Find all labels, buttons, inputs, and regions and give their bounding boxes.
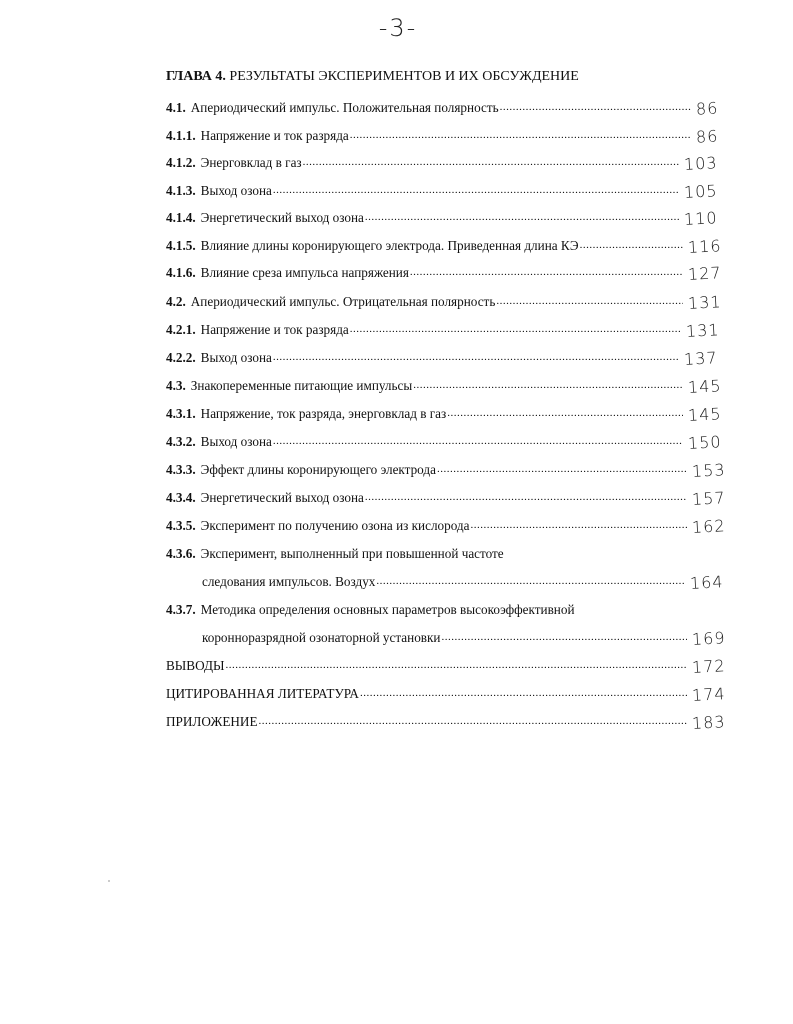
toc-text: Влияние длины коронирующего электрода. Приведенная длина КЭ: [200, 238, 579, 253]
toc-entry-4-2-1: [166, 318, 721, 341]
dot-leader: [225, 659, 687, 673]
toc-page: 172: [691, 656, 727, 677]
toc-entry-4-3-7: [166, 598, 575, 618]
toc-entry-4-2: [166, 290, 723, 313]
toc-text: Энергетический выход озона: [200, 490, 364, 505]
dot-leader: [447, 407, 683, 421]
toc-text: ПРИЛОЖЕНИЕ: [166, 714, 258, 729]
toc-page: 127: [687, 263, 723, 284]
dot-leader: [350, 323, 682, 337]
dot-leader: [580, 239, 684, 253]
toc-page: 86: [695, 98, 719, 119]
toc-number: 4.3.3.: [166, 462, 196, 477]
toc-text: Энергетический выход озона: [200, 210, 364, 225]
toc-entry-4-1-4: [166, 206, 719, 229]
toc-text: Методика определения основных параметров высокоэффективной: [200, 602, 575, 617]
toc-text: Выход озона: [200, 434, 272, 449]
toc-page: 105: [683, 181, 719, 202]
toc-number: 4.3.1.: [166, 406, 196, 421]
toc-entry-4-3-1: [166, 402, 723, 425]
toc-page: 86: [695, 126, 719, 147]
toc-entry-4-3-7-cont: [202, 626, 727, 649]
toc-text: Влияние среза импульса напряжения: [200, 265, 409, 280]
toc-page: 183: [691, 712, 727, 733]
toc-number: 4.2.: [166, 294, 186, 309]
toc-number: 4.1.1.: [166, 128, 196, 143]
toc-number: 4.2.2.: [166, 350, 196, 365]
toc-text: следования импульсов. Воздух: [202, 574, 376, 589]
toc-entry-4-1-2: [166, 151, 719, 174]
toc-entry-4-1-3: [166, 179, 719, 202]
toc-entry-references: [166, 682, 727, 705]
toc-page: 164: [689, 572, 725, 593]
dot-leader: [365, 491, 688, 505]
dot-leader: [496, 295, 683, 309]
toc-text: Апериодический импульс. Отрицательная полярность: [190, 294, 496, 309]
toc-page: 131: [687, 292, 723, 313]
toc-page: 150: [687, 432, 723, 453]
toc-page: 157: [691, 488, 727, 509]
toc-text: Эффект длины коронирующего электрода: [200, 462, 436, 477]
page-number: -3-: [378, 14, 418, 42]
toc-page: 116: [687, 236, 723, 257]
dot-leader: [303, 156, 680, 170]
toc-text: ВЫВОДЫ: [166, 658, 225, 673]
toc-number: 4.3.6.: [166, 546, 196, 561]
dot-leader: [376, 575, 685, 589]
toc-text: ЦИТИРОВАННАЯ ЛИТЕРАТУРА: [166, 686, 359, 701]
toc-number: 4.1.2.: [166, 155, 196, 170]
toc-number: 4.1.: [166, 100, 186, 115]
toc-page: 162: [691, 516, 727, 537]
toc-number: 4.1.6.: [166, 265, 196, 280]
dot-leader: [471, 519, 688, 533]
toc-text: коронноразрядной озонаторной установки: [202, 630, 441, 645]
dot-leader: [500, 101, 691, 115]
chapter-title-text: РЕЗУЛЬТАТЫ ЭКСПЕРИМЕНТОВ И ИХ ОБСУЖДЕНИЕ: [229, 69, 579, 84]
toc-number: 4.1.4.: [166, 210, 196, 225]
toc-page: 103: [683, 153, 719, 174]
toc-number: 4.3.2.: [166, 434, 196, 449]
toc-page: 131: [685, 320, 721, 341]
toc-entry-4-3-4: [166, 486, 727, 509]
toc-entry-4-1-1: [166, 124, 719, 147]
dot-leader: [413, 379, 683, 393]
toc-number: 4.3.4.: [166, 490, 196, 505]
toc-text: Энерговклад в газ: [200, 155, 302, 170]
toc-entry-4-3-3: [166, 458, 727, 481]
toc-page: 137: [683, 348, 719, 369]
toc-page: 174: [691, 684, 727, 705]
toc-text: Напряжение, ток разряда, энерговклад в газ: [200, 406, 447, 421]
toc-number: 4.2.1.: [166, 322, 196, 337]
toc-text: Эксперимент по получению озона из кислорода: [200, 518, 470, 533]
toc-number: 4.3.: [166, 378, 186, 393]
toc-entry-appendix: [166, 710, 727, 733]
toc-entry-4-1-6: [166, 261, 723, 284]
dot-leader: [273, 435, 684, 449]
scan-speck: [108, 880, 110, 882]
toc-entry-4-1-5: [166, 234, 723, 257]
toc-text: Выход озона: [200, 183, 272, 198]
dot-leader: [273, 351, 680, 365]
toc-page: 110: [683, 208, 719, 229]
toc-text: Эксперимент, выполненный при повышенной частоте: [200, 546, 504, 561]
dot-leader: [273, 184, 680, 198]
toc-number: 4.3.7.: [166, 602, 196, 617]
chapter-heading: [166, 69, 579, 85]
toc-text: Апериодический импульс. Положительная полярность: [190, 100, 499, 115]
dot-leader: [360, 687, 688, 701]
toc-entry-4-3-5: [166, 514, 727, 537]
toc-entry-4-2-2: [166, 346, 719, 369]
toc-page: 145: [687, 376, 723, 397]
toc-number: 4.1.3.: [166, 183, 196, 198]
toc-page: 145: [687, 404, 723, 425]
dot-leader: [365, 211, 680, 225]
toc-text: Напряжение и ток разряда: [200, 128, 349, 143]
toc-entry-4-3-2: [166, 430, 723, 453]
chapter-label: ГЛАВА 4.: [166, 69, 226, 84]
dot-leader: [350, 129, 691, 143]
dot-leader: [437, 463, 687, 477]
dot-leader: [442, 631, 688, 645]
toc-number: 4.3.5.: [166, 518, 196, 533]
toc-number: 4.1.5.: [166, 238, 196, 253]
dot-leader: [259, 715, 688, 729]
toc-page: 153: [691, 460, 727, 481]
toc-text: Выход озона: [200, 350, 272, 365]
toc-page: 169: [691, 628, 727, 649]
toc-entry-conclusions: [166, 654, 727, 677]
toc-text: Знакопеременные питающие импульсы: [190, 378, 413, 393]
toc-entry-4-3-6: [166, 542, 504, 562]
toc-text: Напряжение и ток разряда: [200, 322, 349, 337]
toc-entry-4-3-6-cont: [202, 570, 725, 593]
toc-entry-4-3: [166, 374, 723, 397]
toc-entry-4-1: [166, 96, 719, 119]
dot-leader: [410, 266, 684, 280]
